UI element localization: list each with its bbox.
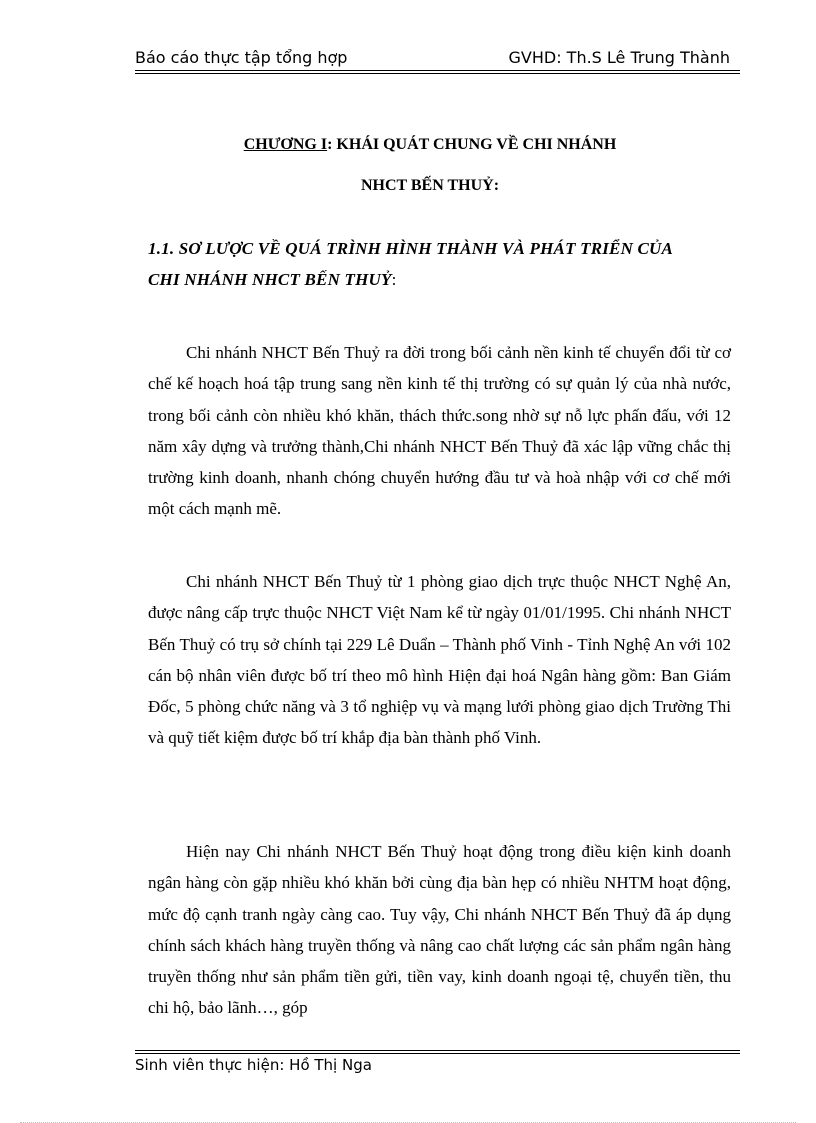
chapter-title-line2: NHCT BẾN THUỶ:: [360, 177, 500, 194]
paragraph-text: Chi nhánh NHCT Bến Thuỷ từ 1 phòng giao dịch trực thuộc NHCT Nghệ An, được nâng cấp trực thuộc NHCT Việt Nam kể từ ngày 01/01/1995. Chi nhánh NHCT Bến Thuỷ có trụ sở chính tại 229 Lê Duẩn – Thành phố Vinh - Tỉnh Nghệ An với 102 cán bộ nhân viên được bố trí theo mô hình Hiện đại hoá Ngân hàng gồm: Ban Giám Đốc, 5 phòng chức năng và 3 tổ nghiệp vụ và mạng lưới phòng giao dịch Trường Thi và quỹ tiết kiệm được bố trí khắp địa bàn thành phố Vinh.: [148, 572, 731, 748]
paragraph-1: [148, 337, 731, 525]
paragraph-3: [148, 836, 731, 1024]
section-heading-colon: :: [391, 270, 397, 289]
section-heading-line2: CHI NHÁNH NHCT BẾN THUỶ: [148, 270, 392, 289]
paragraph-2: [148, 566, 731, 754]
footer-rule: [135, 1050, 740, 1051]
chapter-label: CHƯƠNG I: [243, 136, 328, 153]
chapter-title: [100, 136, 760, 154]
page-footer: Sinh viên thực hiện: Hồ Thị Nga: [135, 1056, 372, 1074]
page-header: [135, 46, 740, 68]
paragraph-text: Chi nhánh NHCT Bến Thuỷ ra đời trong bối cảnh nền kinh tế chuyển đổi từ cơ chế kế hoạch hoá tập trung sang nền kinh tế thị trường có sự quản lý của nhà nước, trong bối cảnh còn nhiều khó khăn, thách thức.song nhờ sự nỗ lực phấn đấu, với 12 năm xây dựng và trưởng thành,Chi nhánh NHCT Bến Thuỷ đã xác lập vững chắc thị trường kinh doanh, nhanh chóng chuyển hướng đầu tư và hoà nhập với cơ chế mới một cách mạnh mẽ.: [148, 343, 731, 519]
paragraph-text: Hiện nay Chi nhánh NHCT Bến Thuỷ hoạt động trong điều kiện kinh doanh ngân hàng còn gặp nhiều khó khăn bởi cùng địa bàn hẹp có nhiều NHTM hoạt động, mức độ cạnh tranh ngày càng cao. Tuy vậy, Chi nhánh NHCT Bến Thuỷ đã áp dụng chính sách khách hàng truyền thống và nâng cao chất lượng các sản phẩm ngân hàng truyền thống như sản phẩm tiền gửi, tiền vay, kinh doanh ngoại tệ, chuyển tiền, thu chi hộ, bảo lãnh…, góp: [148, 842, 731, 1018]
section-heading-line1: 1.1. SƠ LƯỢC VỀ QUÁ TRÌNH HÌNH THÀNH VÀ PHÁT TRIỂN CỦA: [148, 239, 674, 258]
footer-rule-double: [135, 1053, 740, 1054]
chapter-title-rest: : KHÁI QUÁT CHUNG VỀ CHI NHÁNH: [327, 136, 617, 153]
header-supervisor: GVHD: Th.S Lê Trung Thành: [508, 48, 730, 67]
header-rule-double: [135, 73, 740, 74]
header-report-title: Báo cáo thực tập tổng hợp: [135, 48, 348, 67]
section-heading: [148, 233, 738, 295]
header-rule: [135, 70, 740, 71]
